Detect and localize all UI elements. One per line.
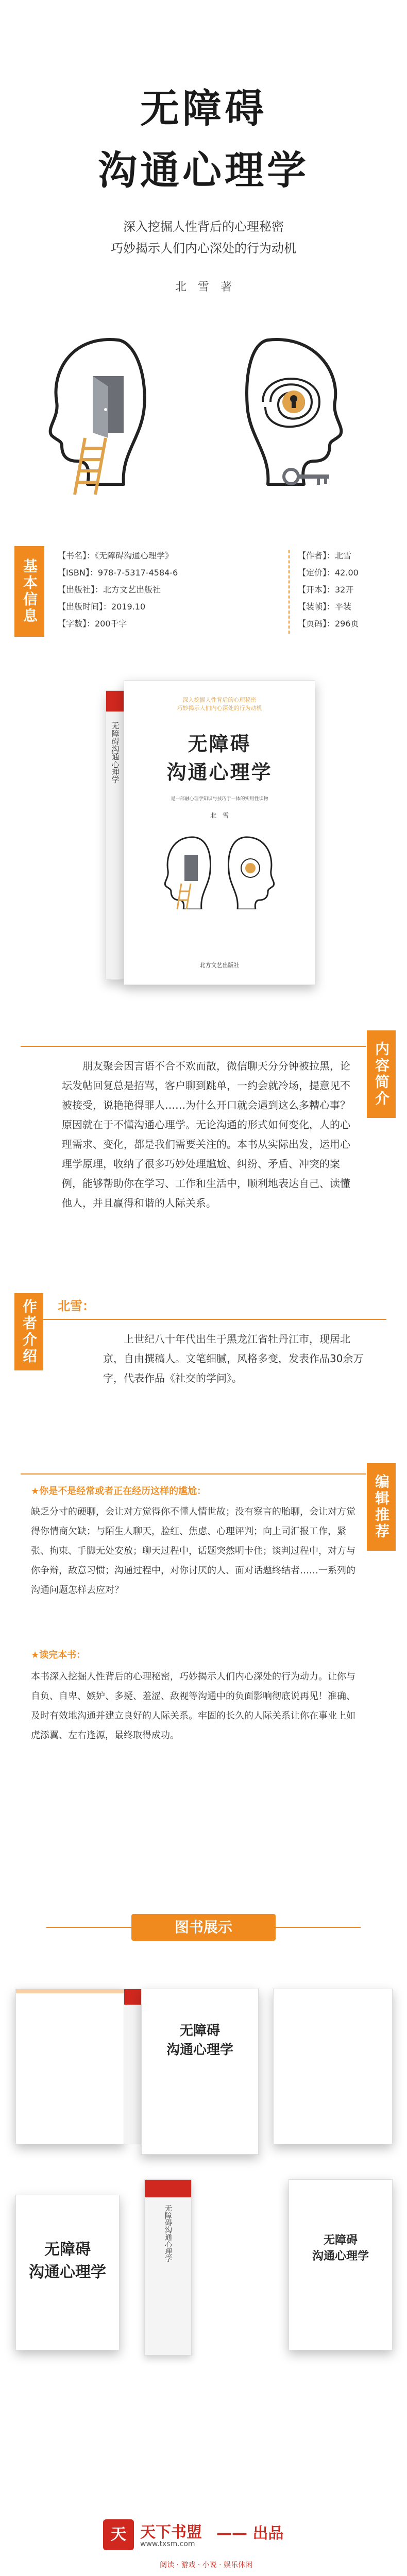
book-desc: 是一部融心理学知识与技巧于一体的实用性读物 (171, 796, 268, 802)
book-spine (106, 690, 125, 980)
info-pages: 【页码】：296页 (298, 619, 359, 629)
editor-rec-rule (21, 1473, 366, 1475)
editor-rec-text2: 本书深入挖掘人性背后的心理秘密，巧妙揭示人们内心深处的行为动力。让你与自负、自卑、嫉妒、多疑、羞涩、敌视等沟通中的负面影响彻底说再见！准确、及时有效地沟通并建立良好的人际关系。牢固的长久的人际关系让你在事业上如虎添翼、左右逢源，最终取得成功。 (31, 1671, 355, 1741)
gallery-label: 图书展示 (131, 1914, 276, 1941)
head-with-keyhole-illustration (222, 330, 376, 500)
gallery-book-front (141, 1989, 259, 2155)
content-intro-rule (21, 1046, 366, 1047)
cover-title-line2: 沟通心理学 (98, 147, 309, 193)
gallery-book2-title1: 无障碍 (44, 2241, 91, 2259)
book-title-line2: 沟通心理学 (166, 761, 273, 784)
info-format: 【开本】：32开 (298, 585, 354, 595)
info-price: 【定价】：42.00 (298, 568, 359, 578)
gallery-book3-title1: 无障碍 (323, 2234, 358, 2247)
gallery-book-back (15, 1989, 125, 2144)
gallery-book-title1: 无障碍 (179, 2023, 220, 2039)
cover-author: 北 雪 著 (175, 281, 232, 294)
info-author: 【作者】：北雪 (298, 551, 352, 561)
author-intro-rule (43, 1319, 386, 1320)
info-word-count: 【字数】：200千字 (58, 619, 127, 629)
editor-rec-heading2: ★读完本书： (31, 1650, 86, 1660)
book-heads-illustration (158, 832, 281, 909)
info-isbn: 【ISBN】：978-7-5317-4584-6 (58, 568, 178, 578)
footer-brand: 天下书盟 (140, 2523, 202, 2541)
info-divider (289, 550, 290, 634)
basic-info-left-list (58, 547, 178, 632)
gallery-book-title2: 沟通心理学 (166, 2042, 233, 2058)
footer-suffix: —— 出品 (216, 2524, 284, 2543)
basic-info-tab: 基本信息 (14, 546, 44, 637)
author-intro-tab: 作者介绍 (14, 1293, 43, 1370)
author-intro-text: 上世纪八十年代出生于黑龙江省牡丹江市，现居北京，自由撰稿人。文笔细腻，风格多变，发表作品30余万字，代表作品《社交的学问》。 (103, 1333, 364, 1384)
footer-logo-icon: 天 (103, 2519, 134, 2550)
cover-title-line1: 无障碍 (140, 86, 267, 131)
basic-info-right-list (298, 547, 359, 632)
book-top-text: 深入挖掘人性背后的心理秘密 巧妙揭示人们内心深处的行为动机 (177, 697, 262, 711)
head-with-door-illustration (31, 330, 165, 500)
info-publish-date: 【出版时间】：2019.10 (58, 602, 146, 612)
content-intro-text: 朋友聚会因言语不合不欢而散，微信聊天分分钟被拉黑，论坛发帖回复总是招骂，客户聊到跳单，一约会就冷场，提意见不被接受，说艳艳得罪人……为什么开口就会遇到这么多糟心事？原因就在于不懂沟通心理学。无论沟通的形式如何变化，人的心理需求、变化，都是我们需要关注的。本书从实际出发，运用心理学原理，收纳了很多巧妙处理尴尬、纠纷、矛盾、冲突的案例，能够帮助你在学习、工作和生活中，顺利地表达自己、读懂他人，并且赢得和谐的人际关系。 (62, 1060, 350, 1209)
editor-rec-tab: 编辑推荐 (367, 1463, 396, 1551)
book-author: 北 雪 (210, 812, 229, 819)
gallery-book-angle (289, 2179, 393, 2350)
gallery-spines (144, 2179, 192, 2355)
book-title-line1: 无障碍 (188, 733, 251, 755)
book-front-cover (124, 680, 315, 985)
book-publisher: 北方文艺出版社 (199, 962, 240, 969)
gallery-book3-title2: 沟通心理学 (312, 2250, 369, 2263)
gallery-book-front-2 (15, 2195, 120, 2350)
gallery-book-open (273, 1989, 393, 2144)
cover-subtitle-line2: 巧妙揭示人们内心深处的行为动机 (111, 241, 296, 256)
editor-rec-heading1: ★你是不是经常或者正在经历这样的尴尬： (31, 1486, 207, 1497)
footer-slogan: 阅读 · 游戏 · 小说 · 娱乐休闲 (159, 2561, 253, 2569)
book-spine-title: 无障碍沟通心理学 (110, 722, 120, 784)
gallery-book-spine (124, 1989, 142, 2144)
info-book-name: 【书名】：《无障碍沟通心理学》 (58, 551, 174, 561)
footer-url: www.txsm.com (140, 2540, 195, 2548)
content-intro-tab: 内容简介 (367, 1030, 396, 1118)
info-publisher: 【出版社】：北方文艺出版社 (58, 585, 161, 595)
info-binding: 【装帧】：平装 (298, 602, 352, 612)
author-name: 北雪： (58, 1299, 95, 1313)
cover-subtitle-line1: 深入挖掘人性背后的心理秘密 (123, 219, 284, 234)
gallery-book2-title2: 沟通心理学 (29, 2263, 106, 2281)
gallery-spine-title: 无障碍沟通心理学 (164, 2205, 172, 2262)
editor-rec-text1: 缺乏分寸的硬聊，会让对方觉得你不懂人情世故；没有察言的胎聊，会让对方觉得你情商欠缺；与陌生人聊天，脸红、焦虑、心理评判；向上司汇报工作，紧张、拘束、手脚无处安放；聊天过程中，话题突然明卡住；谈判过程中，对方与你争辩，敌意习惯；沟通过程中，对你讨厌的人、面对话题终结者……一系列的沟通问题怎样去应对？ (31, 1506, 355, 1596)
